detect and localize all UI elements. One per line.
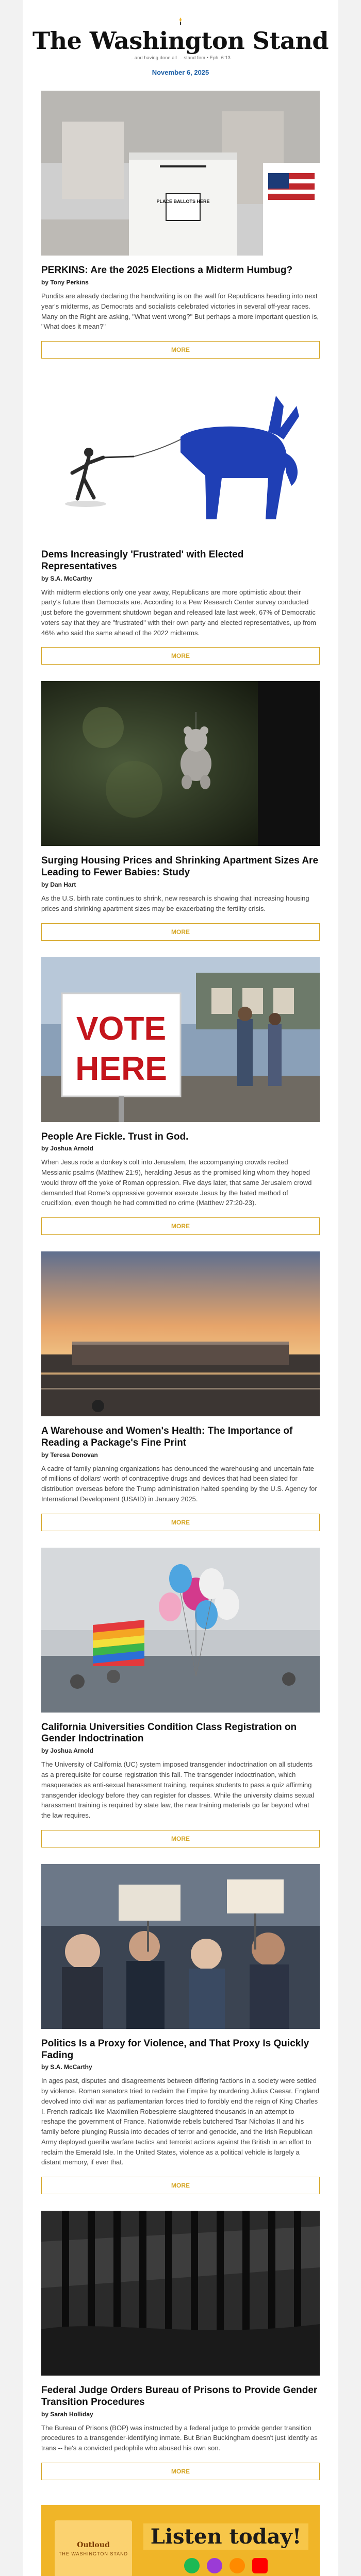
article-summary: As the U.S. birth rate continues to shrink, new research is showing that increasing housing prices and shrinking apartment sizes may be exacerbating the fertility crisis.	[41, 894, 309, 912]
article-byline: by S.A. McCarthy	[41, 2063, 92, 2071]
more-button[interactable]: MORE	[41, 2463, 320, 2480]
article-byline: by S.A. McCarthy	[41, 574, 92, 582]
youtube-icon[interactable]	[252, 2558, 268, 2573]
article-image-protest-crowd[interactable]	[41, 1864, 320, 2029]
masthead-title[interactable]: The Washington Stand	[32, 27, 329, 55]
masthead	[23, 0, 338, 83]
article-byline: by Sarah Holliday	[41, 2410, 93, 2418]
more-button[interactable]: MORE	[41, 341, 320, 359]
article-image-vote-here-sign[interactable]	[41, 957, 320, 1122]
rss-icon[interactable]	[229, 2558, 245, 2573]
article-image-teddy-bear[interactable]	[41, 681, 320, 846]
more-button[interactable]: MORE	[41, 1830, 320, 1848]
article-card	[23, 1244, 338, 1540]
masthead-tagline: ...and having done all ... stand firm • Eph. 6:13	[130, 55, 231, 61]
article-card	[23, 1540, 338, 1857]
article-image-prison-bars[interactable]	[41, 2211, 320, 2376]
vote-sign-line2: HERE	[75, 1049, 167, 1087]
article-image-balloons-flag[interactable]	[41, 1548, 320, 1713]
article-byline: by Joshua Arnold	[41, 1145, 93, 1153]
podcast-platforms	[132, 2558, 320, 2573]
article-summary: The University of California (UC) system imposed transgender indoctrination on all students as a prerequisite for course registration this fall. The transgender indoctrination, which masquerades as anti-sexual harassment training, requires students to pass a quiz affirming transgender ideology before they can register for classes. While the university claims sexual harassment training is required by state law, the new training materials go far beyond what the law requires.	[41, 1760, 314, 1820]
podcast-cta-area	[132, 2523, 320, 2573]
article-title[interactable]: PERKINS: Are the 2025 Elections a Midterm Humbug?	[41, 265, 293, 276]
article-byline: by Joshua Arnold	[41, 1747, 93, 1755]
article-card	[23, 674, 338, 950]
podcast-logo-subtitle: THE WASHINGTON STAND	[58, 2551, 128, 2556]
article-title[interactable]: A Warehouse and Women's Health: The Importance of Reading a Package's Fine Print	[41, 1426, 293, 1448]
article-image-ballot-box[interactable]	[41, 91, 320, 256]
article-title[interactable]: Federal Judge Orders Bureau of Prisons to Provide Gender Transition Procedures	[41, 2385, 318, 2408]
article-summary: The Bureau of Prisons (BOP) was instructed by a federal judge to provide gender transition procedures to a transgender-identifying inmate. But Brian Buckingham doesn't just identify as trans -- he's a convicted pedophile who abused his own son.	[41, 2424, 318, 2452]
article-image-donkey-illustration[interactable]	[41, 375, 320, 540]
article-summary: Pundits are already declaring the handwriting is on the wall for Republicans heading into next year's midterms, as Democrats and socialists celebrated victories in several off-year races. Many on the Right are asking, "What went wrong?" But perhaps a more important question is, "What does it mean?"	[41, 292, 319, 331]
article-card	[23, 2204, 338, 2489]
more-button[interactable]: MORE	[41, 923, 320, 941]
podcast-logo	[55, 2520, 132, 2576]
more-button[interactable]: MORE	[41, 2177, 320, 2194]
article-summary: When Jesus rode a donkey's colt into Jerusalem, the accompanying crowds recited Messianic psalms (Matthew 21:9), heralding Jesus as the promised king whom they hoped would throw off the yoke of Roman oppression. Five days later, that same Jerusalem crowd demanded that Rome's oppressive governor execute Jesus by the hated method of crucifixion, even though he had committed no crime (Matthew 27:20-23).	[41, 1158, 312, 1207]
article-title[interactable]: Surging Housing Prices and Shrinking Apartment Sizes Are Leading to Fewer Babies: Study	[41, 855, 319, 878]
apple-podcasts-icon[interactable]	[207, 2558, 222, 2573]
article-summary: In ages past, disputes and disagreements between differing factions in a society were settled by violence. Roman senators tried to reclaim the Empire by murdering Julius Caesar. England devolved into civil war as parliamentarian forces tried to forcibly end the reign of King Charles I. French radicals like Maximilien Robespierre slaughtered thousands in an attempt to reshape the government of France. Nationwide rebels butchered Tsar Nicholas II and his family before plunging Russia into decades of terror and genocide, and the Irish Republican Army deployed guerilla warfare tactics and terrorist actions against the British in an effort to reclaim the Emerald Isle. In the United States, violence as a political vehicle is largely a distant memory, if ever that.	[41, 2077, 320, 2166]
podcast-logo-title: Outloud	[77, 2540, 110, 2549]
article-title[interactable]: Dems Increasingly 'Frustrated' with Elected Representatives	[41, 549, 244, 572]
article-summary: With midterm elections only one year away, Republicans are more optimistic about their party's future than Democrats are. According to a Pew Research Center survey conducted just before the government shutdown began and released late last week, 67% of Democratic voters say that they are "frustrated" with their own party and elected representatives, up from 46% who said the same ahead of the 2022 midterms.	[41, 588, 317, 637]
article-byline: by Teresa Donovan	[41, 1451, 98, 1459]
article-card	[23, 368, 338, 674]
article-title[interactable]: Politics Is a Proxy for Violence, and That Proxy Is Quickly Fading	[41, 2038, 309, 2061]
podcast-cta[interactable]: Listen today!	[143, 2523, 309, 2550]
article-byline: by Dan Hart	[41, 881, 76, 889]
torch-icon	[178, 18, 183, 25]
vote-sign-line1: VOTE	[76, 1009, 167, 1047]
article-title[interactable]: California Universities Condition Class Registration on Gender Indoctrination	[41, 1721, 297, 1744]
article-card	[23, 83, 338, 368]
spotify-icon[interactable]	[184, 2558, 200, 2573]
article-title[interactable]: People Are Fickle. Trust in God.	[41, 1131, 189, 1142]
more-button[interactable]: MORE	[41, 1217, 320, 1235]
article-summary: A cadre of family planning organizations has denounced the warehousing and uncertain fate of millions of dollars' worth of contraceptive drugs and devices that had been slated for distribution overseas before the Trump administration halted spending by the U.S. Agency for International Development (USAID) in January 2025.	[41, 1464, 317, 1503]
ballot-sign-text: PLACE BALLOTS HERE	[156, 199, 210, 205]
podcast-section	[23, 2489, 338, 2576]
podcast-banner[interactable]	[41, 2505, 320, 2576]
issue-date: November 6, 2025	[152, 69, 209, 77]
article-card	[23, 1857, 338, 2204]
more-button[interactable]: MORE	[41, 647, 320, 665]
article-card	[23, 950, 338, 1245]
article-image-warehouse-sunset[interactable]	[41, 1251, 320, 1416]
newsletter-card	[23, 0, 338, 2576]
article-byline: by Tony Perkins	[41, 279, 89, 286]
more-button[interactable]: MORE	[41, 1514, 320, 1531]
